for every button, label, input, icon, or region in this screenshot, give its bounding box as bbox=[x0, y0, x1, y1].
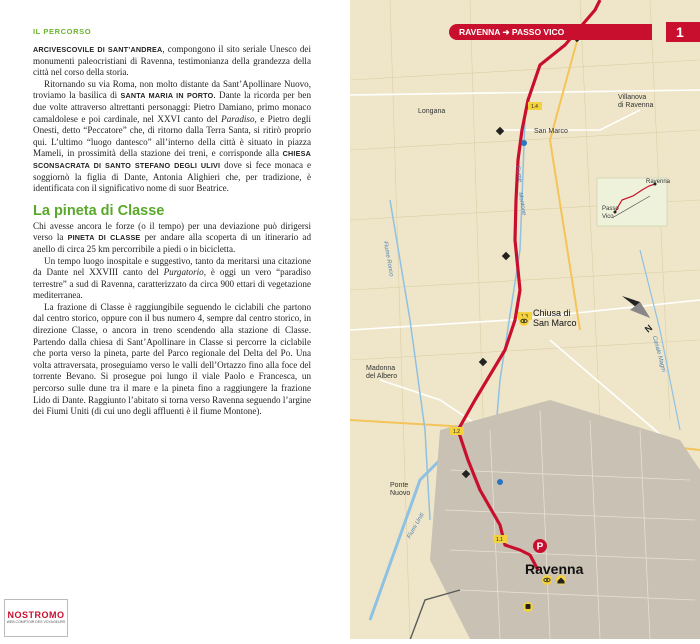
label-madonna: Madonna del Albero bbox=[366, 365, 398, 380]
body-text bbox=[33, 44, 311, 418]
label-ravenna: Ravenna bbox=[525, 561, 584, 577]
left-page bbox=[0, 0, 350, 639]
label-longana: Longana bbox=[418, 108, 446, 115]
route-badge: RAVENNA ➜ PASSO VICO bbox=[449, 24, 652, 40]
parking-label: P bbox=[536, 541, 544, 553]
label-canale-magni: Canale Magni bbox=[650, 335, 667, 373]
text-run: per andare alla scoperta di un itinerario ad anello di circa 25 km percorribile a piedi o in bicicletta. bbox=[33, 232, 312, 254]
italic-term: Purgatorio bbox=[163, 267, 204, 278]
train-icon bbox=[523, 602, 533, 612]
inset-label-ravenna: Ravenna bbox=[646, 179, 671, 185]
route-map bbox=[350, 0, 700, 639]
label-montone: Montone bbox=[516, 191, 527, 217]
text-run: Chi avesse ancora le forze (o il tempo) per una deviazione può dirigersi verso la bbox=[33, 220, 311, 243]
label-ponte-nuovo: Ponte Nuovo bbox=[390, 482, 411, 497]
km-marker: 1.4 bbox=[531, 104, 538, 110]
highlight-term: PINETA DI CLASSE bbox=[67, 233, 141, 243]
text-run: , compongono il sito seriale Unesco dei monumenti paleocristiani di Ravenna, testimonianza della grandezza della città nel corso della storia. bbox=[33, 44, 311, 78]
text-run: dove si fece monaca e soggiornò la figlia di Dante, Antonia Alighieri che, per tradizione, è identificata con il significativo nome di suor Beatrice. bbox=[33, 159, 312, 194]
italic-term: Paradiso bbox=[221, 113, 255, 124]
text-run: , è oggi un vero “paradiso terrestre” a sud di Ravenna, caratterizzato da circa 900 ettari di vegetazione mediterranea. bbox=[33, 267, 311, 301]
eye-icon bbox=[519, 316, 529, 326]
highlight-term: SANTA MARIA IN PORTO bbox=[120, 91, 214, 101]
compass-north: N bbox=[642, 322, 655, 335]
highlight-term: CHIESA SCONSACRATA DI SANTO STEFANO DEGLI ULIVI bbox=[33, 149, 311, 170]
paragraph bbox=[33, 79, 311, 195]
km-marker: 1.2 bbox=[453, 429, 460, 435]
publisher-logo bbox=[4, 599, 68, 637]
water-drop-icon bbox=[497, 479, 503, 485]
logo-name: NOSTROMO bbox=[7, 610, 65, 620]
paragraph bbox=[33, 221, 311, 256]
section-header: IL PERCORSO bbox=[33, 27, 92, 36]
label-fiumi-uniti: Fiumi Uniti bbox=[406, 512, 426, 540]
km-marker: 1.1 bbox=[496, 537, 503, 543]
parking-icon bbox=[533, 539, 547, 553]
paragraph bbox=[33, 256, 311, 302]
label-fiume: Fiume bbox=[513, 165, 523, 183]
label-villanova: Villanova di Ravenna bbox=[618, 94, 654, 109]
label-chiusa: Chiusa di San Marco bbox=[533, 308, 577, 328]
text-run: , e Pietro degli Onesti, detto “Peccatore” che, di ritorno dalla Terra Santa, si ritirò proprio qui. L’ultimo “luogo dantesco” all’interno della città è situato in piazza Mameli, in prossimità della stazione dei treni, e corrisponde alla bbox=[33, 113, 311, 159]
text-run: . Dante la ricorda per ben due volte attraverso altrettanti personaggi: Pietro Damiano, primo monaco camaldolese e poi cardinale, nel XXVI canto del bbox=[33, 90, 311, 124]
inset-label-passo-vico: Passo Vico bbox=[602, 206, 619, 220]
urban-area bbox=[430, 400, 700, 639]
text-run: La frazione di Classe è raggiungibile seguendo le ciclabili che partono dal centro storico, oppure con il bus numero 4, sempre dal centro storico, in direzione Classe, o ancora in treno scendendo alla stazione di Classe. Partendo dalla chiesa di Sant’Apollinare in Classe si percorre la ciclabile che porta verso la pineta, parte del Parco regionale del Delta del Po. Una volta attraversata, proseguiamo verso le valli dell’Ortazzo fino alla foce del torrente Bevano. Si prosegue poi lungo il viale Paolo e Francesca, un percorso sulle dune tra il mare e la pineta fino a raggiungere la frazione Lido di Dante. Raggiunto l’abitato si torna verso Ravenna seguendo l’argine dei Fiumi Uniti (di cui uno degli affluenti è il fiume Montone). bbox=[33, 301, 311, 417]
text-run: Un tempo luogo inospitale e suggestivo, tanto da meritarsi una citazione da Dante nel XXVIII canto del bbox=[33, 255, 311, 278]
water-drop-icon bbox=[521, 140, 527, 146]
page-number: 1 bbox=[666, 22, 700, 42]
label-san-marco: San Marco bbox=[534, 128, 568, 135]
label-fiume-ronco: Fiume Ronco bbox=[381, 240, 394, 278]
section-title: La pineta di Classe bbox=[33, 202, 165, 219]
highlight-term: ARCIVESCOVILE DI SANT’ANDREA bbox=[33, 45, 163, 54]
logo-tagline: WEB COMPTOIR DES VOYAGEURS bbox=[6, 620, 66, 624]
paragraph bbox=[33, 302, 311, 418]
paragraph bbox=[33, 44, 311, 79]
text-run: Ritornando su via Roma, non molto distante da Sant’Apollinare Nuovo, troviamo la basilica di bbox=[33, 78, 311, 101]
